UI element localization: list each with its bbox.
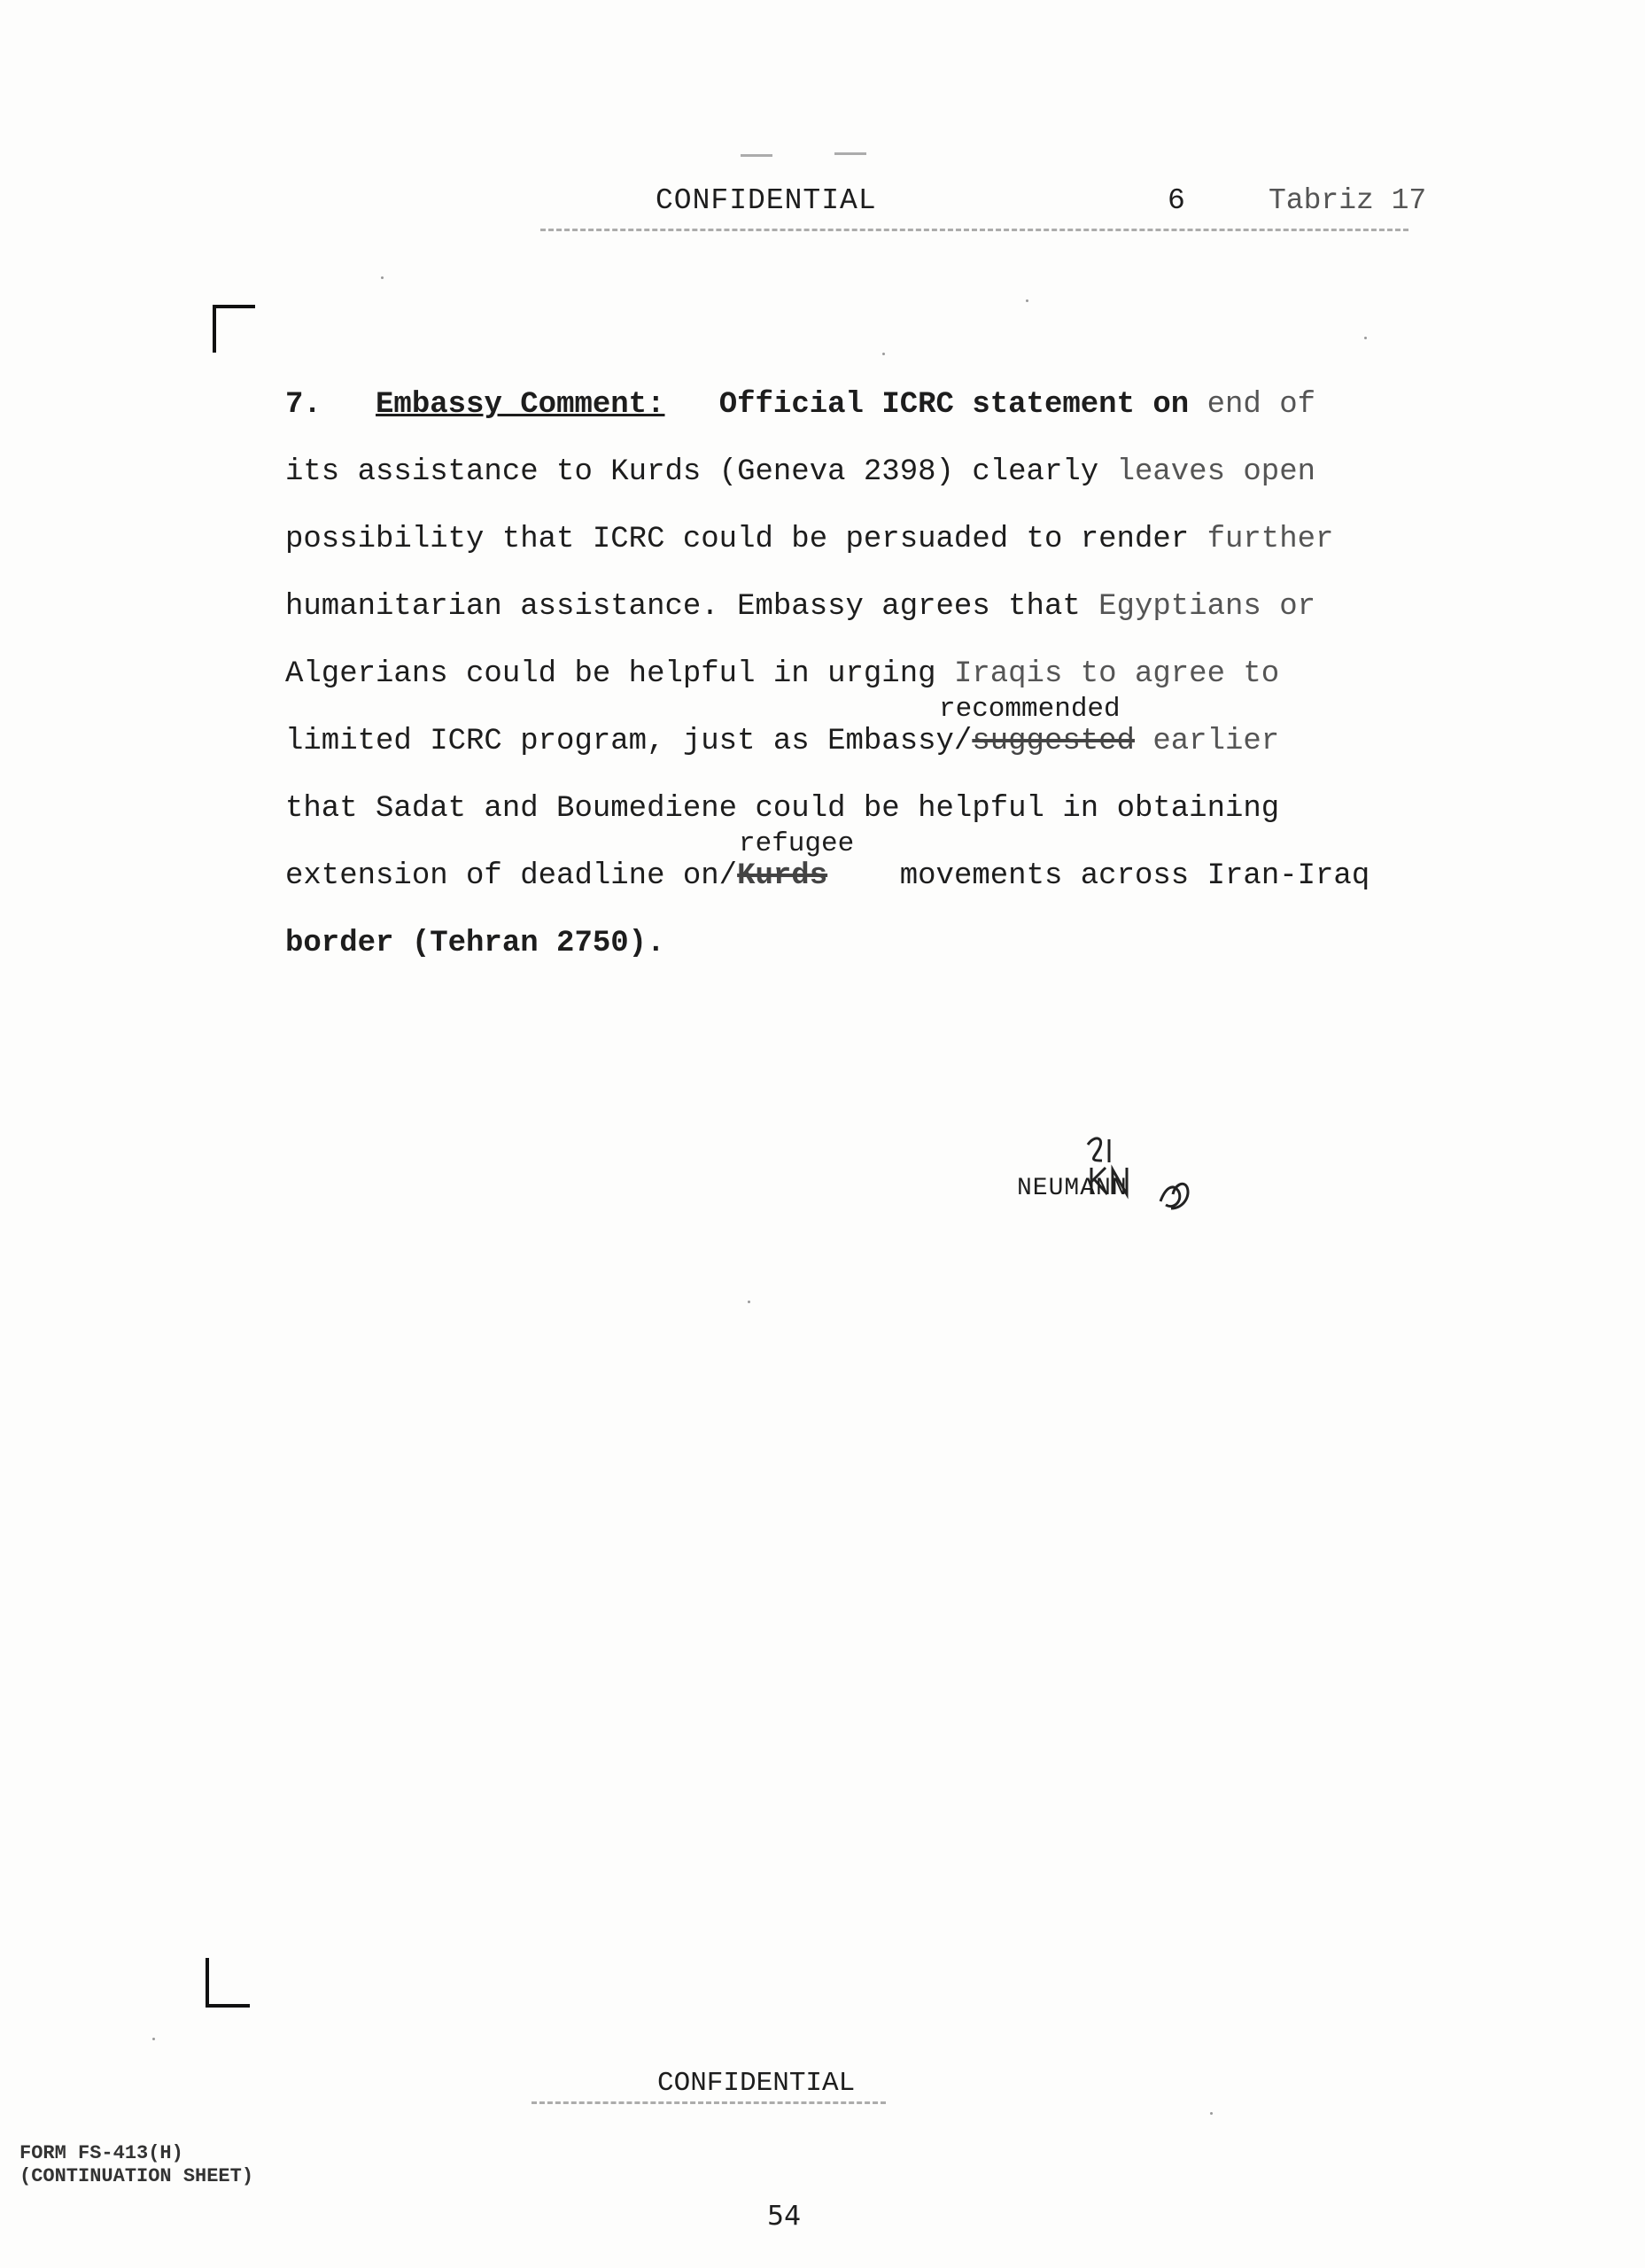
scan-speck: [1026, 299, 1028, 302]
scan-speck: [882, 353, 885, 355]
body-line: [285, 859, 1370, 893]
section-number: 7.: [285, 388, 322, 422]
line-tail: end of: [1207, 388, 1316, 422]
scan-speck: [1364, 337, 1367, 339]
signature-block: [1010, 1125, 1231, 1223]
footer-classification: CONFIDENTIAL: [657, 2068, 856, 2099]
footer-rule: [532, 2101, 886, 2104]
line-lead: Algerians could be helpful in urging: [285, 657, 936, 691]
line-lead: humanitarian assistance. Embassy agrees that: [285, 590, 1081, 624]
line-lead: that Sadat and Boumediene could be helpful in: [285, 792, 1099, 826]
struck-word: Kurds: [737, 859, 828, 893]
body-line: [285, 523, 1333, 556]
header-page-number: 6: [1168, 184, 1185, 217]
line-tail: movements across Iran-Iraq: [899, 859, 1370, 893]
header-classification: CONFIDENTIAL: [656, 184, 877, 217]
body-line: [285, 590, 1315, 624]
line-lead: possibility that ICRC could be persuaded to render: [285, 523, 1190, 556]
signer-name: NEUMANN: [1017, 1175, 1128, 1202]
smudge-mark: [741, 154, 772, 157]
scan-speck: [748, 1301, 750, 1303]
line-tail: further: [1207, 523, 1334, 556]
header-rule: [540, 229, 1408, 231]
body-line: [285, 657, 1279, 691]
interlinear-insertion: recommended: [939, 694, 1121, 725]
line-lead: its assistance to Kurds (Geneva 2398) clearly: [285, 455, 1099, 489]
page-number: 54: [767, 2201, 802, 2232]
line-tail: obtaining: [1116, 792, 1280, 826]
line-tail: leaves open: [1116, 455, 1315, 489]
section-label: Embassy Comment:: [376, 388, 665, 422]
body-line: [285, 388, 1315, 422]
line-lead: border (Tehran 2750).: [285, 927, 665, 960]
scan-speck: [1210, 2112, 1213, 2115]
line-lead: Official ICRC statement on: [718, 388, 1190, 422]
struck-word: suggested: [972, 725, 1135, 758]
body-line: [285, 927, 664, 960]
corner-mark-bottom-left: [206, 1958, 250, 2008]
line-tail: earlier: [1152, 725, 1280, 758]
handwritten-initials: [1010, 1125, 1231, 1223]
line-lead: limited ICRC program, just as Embassy/: [285, 725, 973, 758]
form-designation: [19, 2142, 253, 2188]
form-line: (CONTINUATION SHEET): [19, 2165, 254, 2187]
form-line: FORM FS-413(H): [19, 2142, 183, 2164]
line-tail: Iraqis to agree to: [953, 657, 1280, 691]
scan-speck: [152, 2038, 155, 2040]
line-lead: extension of deadline on/: [285, 859, 738, 893]
body-line: [285, 455, 1315, 489]
body-line: [285, 725, 1279, 758]
scan-speck: [381, 276, 384, 279]
corner-mark-top-left: [213, 305, 255, 353]
interlinear-insertion: refugee: [739, 828, 855, 859]
header-reference: Tabriz 17: [1269, 184, 1427, 217]
body-line: [285, 792, 1279, 826]
smudge-mark: [834, 152, 866, 155]
line-tail: Egyptians or: [1098, 590, 1315, 624]
